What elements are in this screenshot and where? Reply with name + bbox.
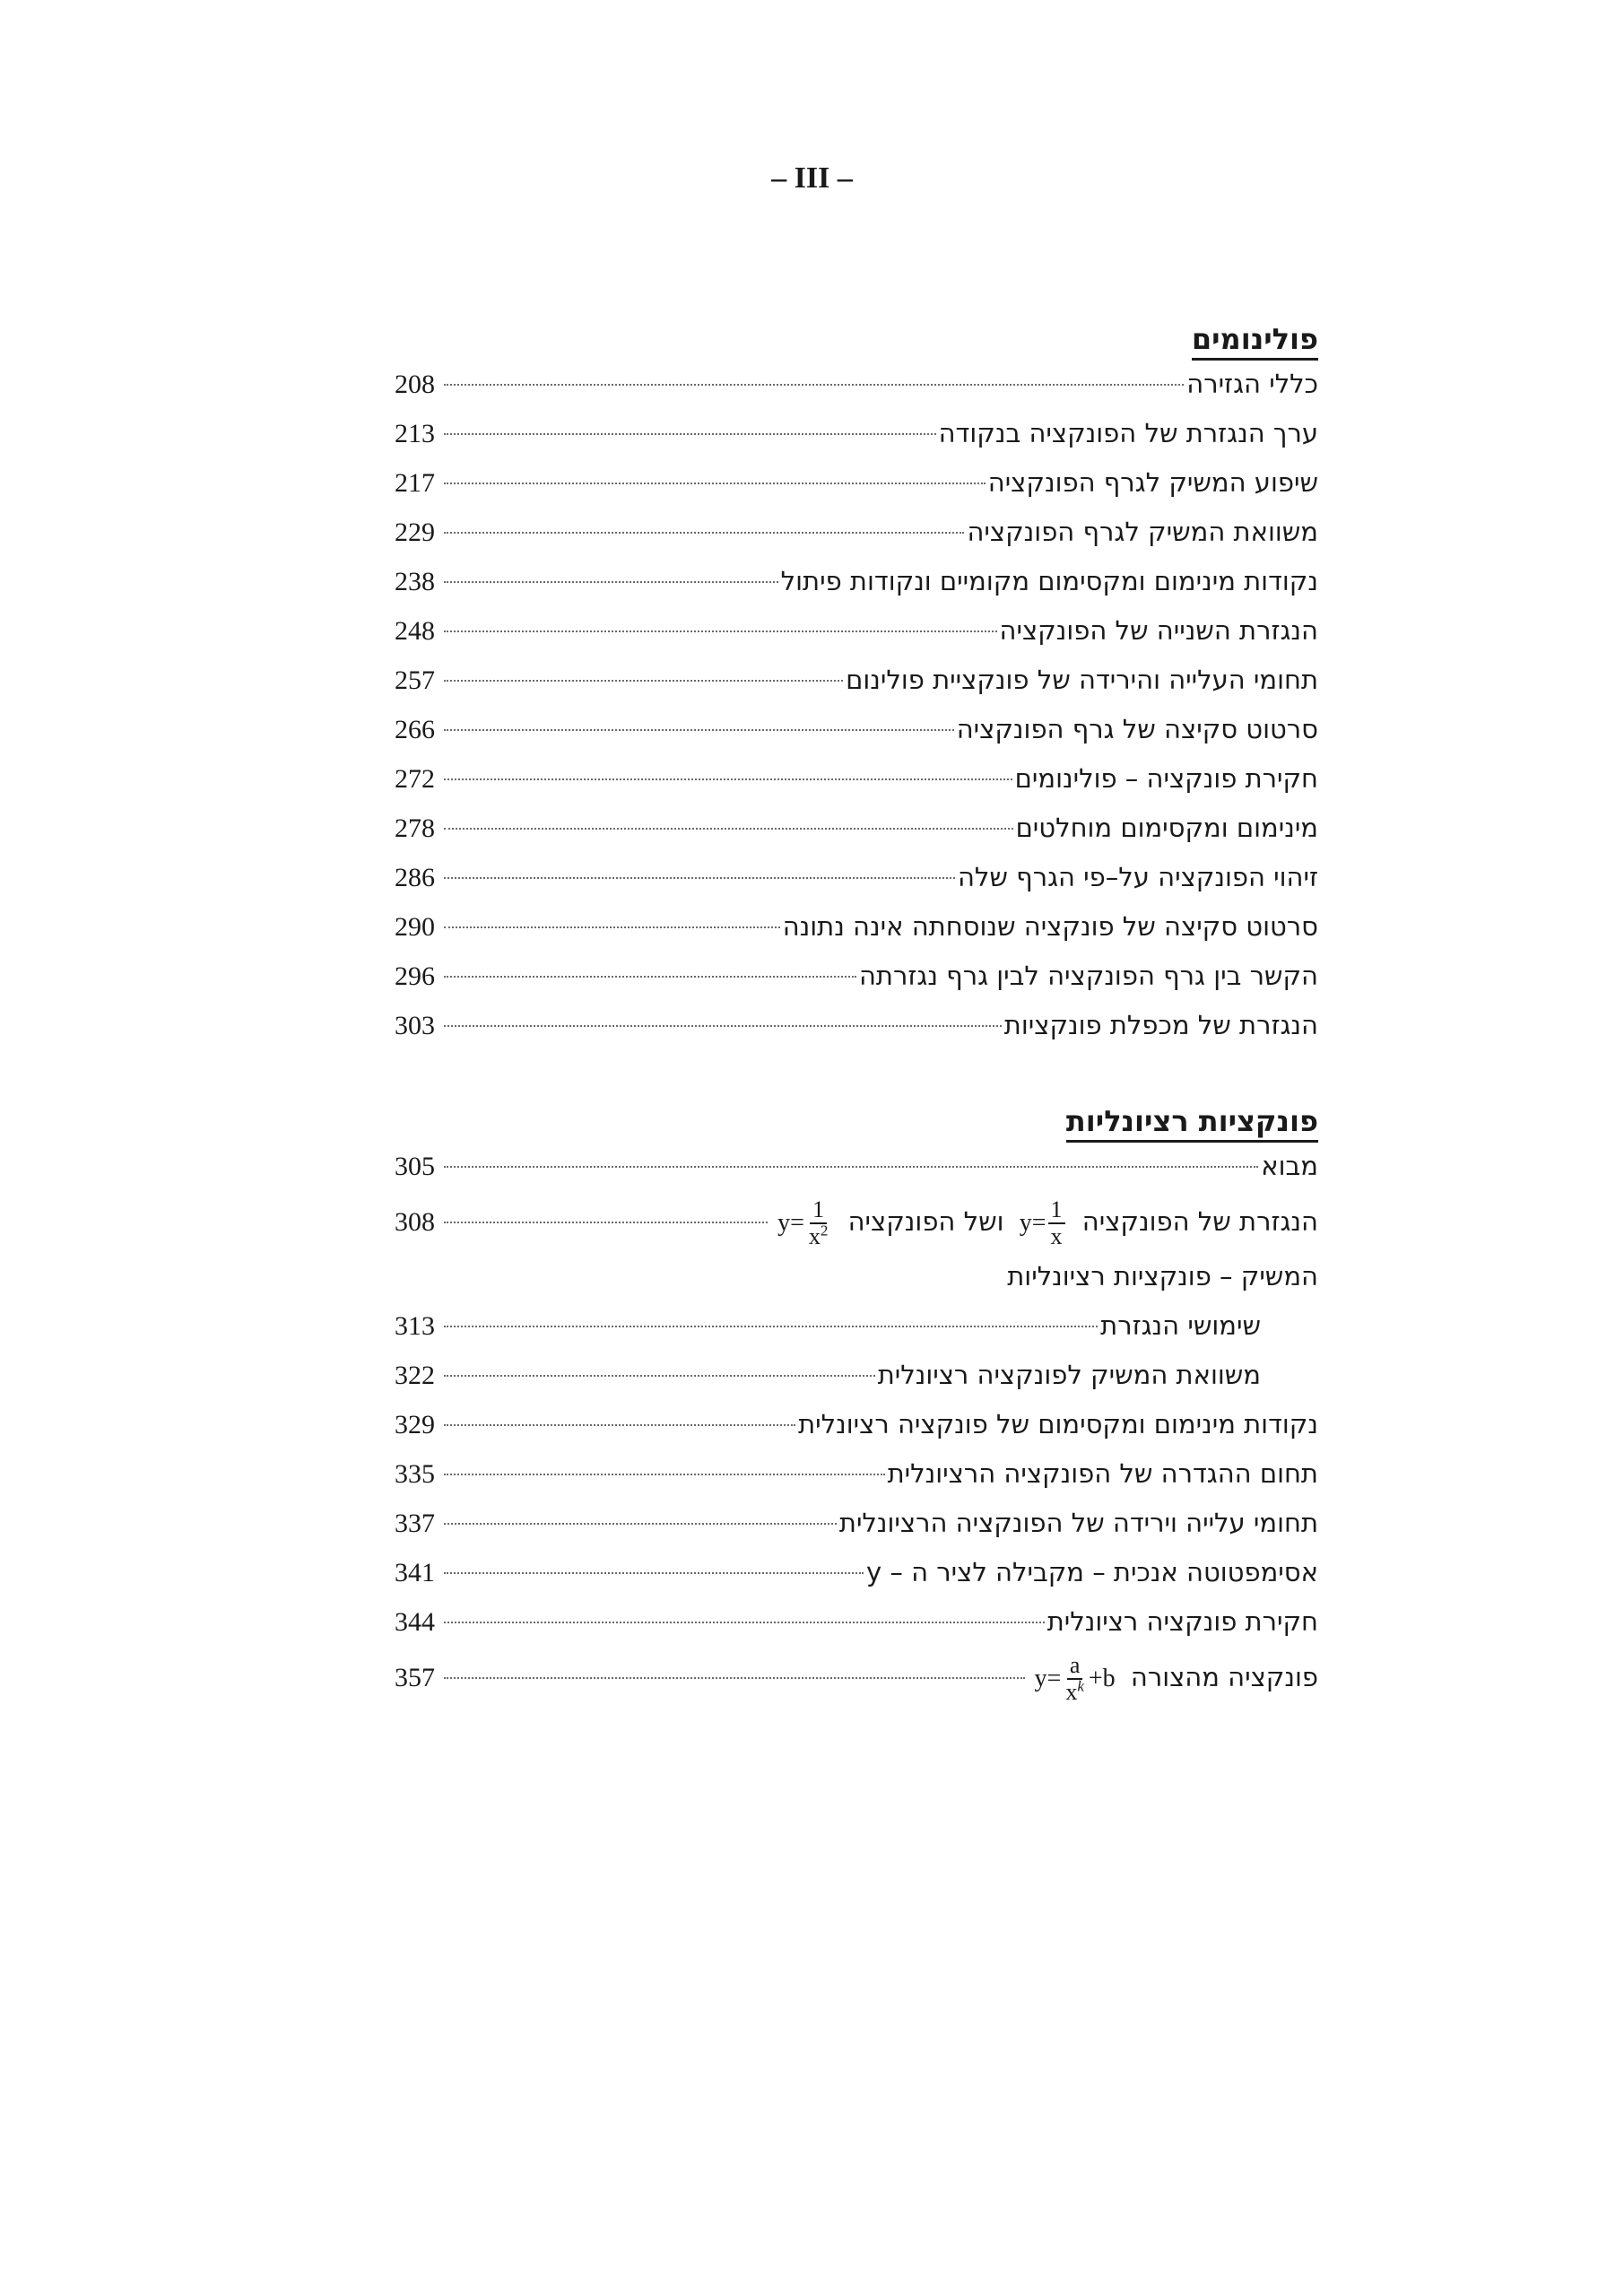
entry-title: תחומי העלייה והירידה של פונקציית פולינום [846,665,1318,695]
entry-page-number: 238 [395,567,435,596]
entry-title [1028,1647,1318,1709]
denominator-base: x [808,1223,821,1249]
entry-page-number: 286 [395,863,435,892]
entry-page-number: 335 [395,1459,435,1489]
dot-leader [444,680,843,682]
toc-entry[interactable] [395,1191,1318,1252]
dot-leader [444,1474,885,1475]
dot-leader [444,581,778,583]
fraction [1048,1198,1065,1248]
toc-entry[interactable] [395,360,1318,409]
fraction [806,1198,831,1248]
dot-leader [444,433,936,435]
toc-entry[interactable] [395,952,1318,1001]
entry-page-number: 257 [395,665,435,695]
entry-title: תחומי עלייה וירידה של הפונקציה הרציונלית [838,1508,1318,1538]
dot-leader [444,1326,1098,1327]
toc-entry[interactable] [395,1597,1318,1647]
formula-y-equals-a-over-x-k-plus-b [1035,1648,1116,1709]
toc-entry[interactable] [395,1351,1318,1400]
formula-y-equals-1-over-x-squared [777,1193,832,1254]
denominator-base: x [1065,1679,1078,1705]
entry-title: חקירת פונקציה רציונלית [1046,1606,1318,1637]
toc-entry[interactable] [395,754,1318,804]
entry-page-number: 341 [395,1558,435,1587]
formula-y-equals-1-over-x [1020,1193,1067,1254]
section-title-text: פונקציות רציונליות [1066,1104,1318,1143]
dot-leader [444,384,1184,386]
dot-leader [444,631,997,632]
denominator-exponent: 2 [820,1222,829,1239]
entry-title: שיפוע המשיק לגרף הפונקציה [987,467,1318,498]
dot-leader [444,1222,768,1223]
dot-leader [444,976,856,978]
fraction-numerator: 1 [1048,1198,1065,1224]
entry-page-number: 313 [395,1311,435,1341]
entry-title: שימושי הנגזרת [1100,1310,1261,1341]
section-title-rational-functions [395,1100,1318,1142]
dot-leader [444,926,780,928]
dot-leader [444,483,986,484]
toc-entry[interactable] [395,606,1318,656]
entry-title: הנגזרת השנייה של הפונקציה [999,615,1318,646]
entry-page-number: 305 [395,1152,435,1181]
toc-entry[interactable] [395,557,1318,606]
section-title-polynomials [395,318,1318,360]
entry-title: סרטוט סקיצה של גרף הפונקציה [956,714,1318,744]
entry-title: אסימפטוטה אנכית – מקבילה לציר ה – y [866,1557,1318,1587]
entry-title: מינימום ומקסימום מוחלטים [1015,813,1318,843]
dot-leader [444,1622,1045,1623]
entry-title [770,1191,1318,1254]
dot-leader [444,828,1013,830]
entry-title: הקשר בין גרף הפונקציה לבין גרף נגזרתה [858,961,1318,991]
entry-page-number: 229 [395,517,435,547]
entry-title: משוואת המשיק לגרף הפונקציה [967,517,1318,547]
fraction-denominator: x [1050,1223,1063,1249]
dot-leader [444,729,954,731]
entry-title: תחום ההגדרה של הפונקציה הרציונלית [887,1458,1318,1489]
toc-entry[interactable] [395,508,1318,557]
formula-tail: +b [1088,1665,1116,1692]
entry-title: סרטוט סקיצה של פונקציה שנוסחתה אינה נתונה [782,911,1318,942]
toc-entry[interactable] [395,409,1318,458]
page-number: – III – [771,161,853,195]
fraction-denominator [806,1224,831,1248]
entry-page-number: 208 [395,370,435,399]
section-entries-rational-functions [395,1142,1318,1708]
entry-page-number: 337 [395,1509,435,1538]
toc-entry[interactable] [395,804,1318,853]
toc-entry[interactable] [395,1449,1318,1499]
formula-lhs: y= [777,1209,804,1237]
entry-page-number: 290 [395,912,435,942]
toc-entry[interactable] [395,656,1318,705]
toc-entry[interactable] [395,1301,1318,1351]
dot-leader [444,778,1012,780]
toc-entry[interactable] [395,1001,1318,1050]
formula-lhs: y= [1034,1665,1062,1692]
toc-entry[interactable] [395,458,1318,508]
section-entries-polynomials [395,360,1318,1050]
toc-entry[interactable] [395,1647,1318,1708]
entry-page-number: 357 [395,1663,435,1692]
toc-entry[interactable] [395,1142,1318,1191]
entry-title: נקודות מינימום ומקסימום של פונקציה רציונלית [798,1409,1318,1439]
entry-title-part: ושל הפונקציה [847,1206,1004,1237]
entry-page-number: 344 [395,1607,435,1637]
entry-page-number: 296 [395,961,435,991]
fraction-numerator: a [1067,1654,1083,1680]
entry-title: זיהוי הפונקציה על–פי הגרף שלה [957,862,1318,892]
formula-lhs: y= [1019,1209,1046,1237]
entry-title: כללי הגזירה [1186,369,1318,399]
entry-page-number: 217 [395,468,435,498]
toc-entry[interactable] [395,853,1318,902]
fraction-numerator: 1 [810,1198,827,1224]
dot-leader [444,1572,864,1574]
toc-entry-heading[interactable] [395,1252,1318,1301]
fraction-denominator [1063,1677,1087,1705]
toc-entry[interactable] [395,902,1318,952]
toc-entry[interactable] [395,1499,1318,1548]
entry-page-number: 322 [395,1361,435,1390]
entry-page-number: 272 [395,764,435,794]
toc-entry[interactable] [395,1400,1318,1449]
entry-title-part: הנגזרת של הפונקציה [1081,1206,1318,1237]
entry-page-number: 308 [395,1207,435,1237]
entry-page-number: 303 [395,1011,435,1040]
fraction [1063,1654,1087,1704]
dot-leader [444,1677,1025,1679]
table-of-contents [395,318,1318,1758]
toc-entry[interactable] [395,705,1318,754]
entry-page-number: 278 [395,813,435,843]
entry-page-number: 329 [395,1410,435,1439]
dot-leader [444,1375,875,1377]
entry-title: מבוא [1261,1151,1318,1181]
entry-title: נקודות מינימום ומקסימום מקומיים ונקודות פיתול [780,566,1318,596]
dot-leader [444,1166,1258,1168]
dot-leader [444,1025,1002,1027]
dot-leader [444,1424,795,1426]
entry-page-number: 248 [395,616,435,646]
dot-leader [444,1523,837,1525]
section-title-text: פולינומים [1192,322,1318,361]
entry-title: הנגזרת של מכפלת פונקציות [1003,1010,1318,1040]
toc-entry[interactable] [395,1548,1318,1597]
entry-page-number: 266 [395,715,435,744]
entry-title: משוואת המשיק לפונקציה רציונלית [877,1360,1261,1390]
denominator-exponent: k [1077,1677,1084,1695]
dot-leader [444,877,955,879]
entry-title: ערך הנגזרת של הפונקציה בנקודה [938,418,1318,448]
entry-title-part: פונקציה מהצורה [1130,1662,1318,1692]
entry-title: המשיק – פונקציות רציונליות [1007,1261,1318,1292]
entry-title: חקירת פונקציה – פולינומים [1014,763,1318,794]
entry-page-number: 213 [395,419,435,448]
dot-leader [444,532,964,534]
